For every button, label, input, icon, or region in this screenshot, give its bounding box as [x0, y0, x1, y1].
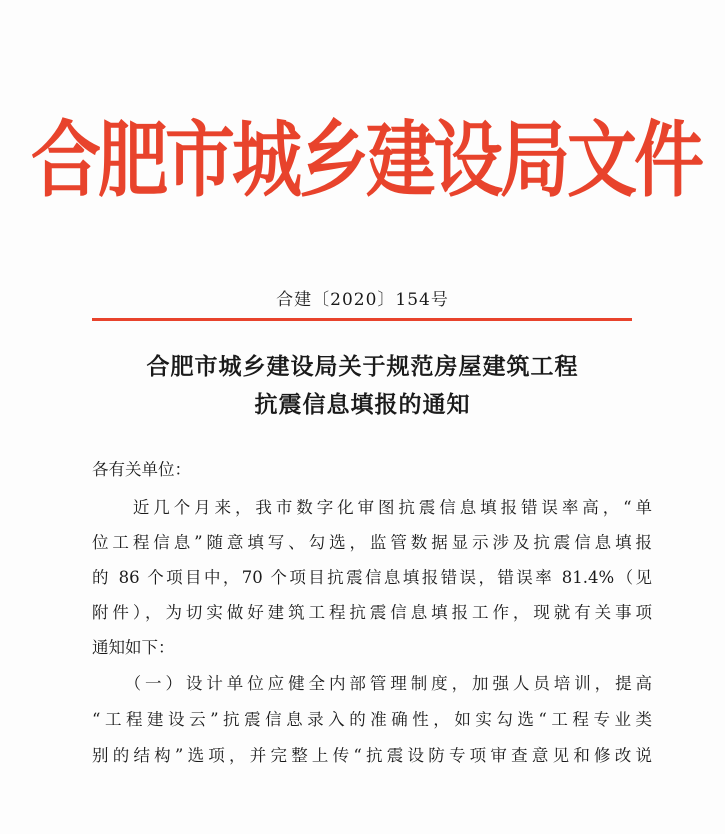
- body-paragraph-line: 的 86 个项目中，70 个项目抗震信息填报错误，错误率 81.4%（见: [92, 568, 652, 587]
- notice-title-line-1: 合肥市城乡建设局关于规范房屋建筑工程: [146, 353, 579, 380]
- body-paragraph-line: （一）设计单位应健全内部管理制度，加强人员培训，提高: [92, 674, 652, 693]
- notice-title-line-2: 抗震信息填报的通知: [254, 391, 471, 418]
- red-divider-line: [92, 318, 632, 321]
- body-paragraph-line: 附件），为切实做好建筑工程抗震信息填报工作，现就有关事项: [92, 603, 652, 622]
- body-paragraph-line: 近几个月来，我市数字化审图抗震信息填报错误率高，“单: [92, 498, 652, 517]
- masthead-title: 合肥市城乡建设局文件: [31, 111, 701, 208]
- body-paragraph-line: 别的结构”选项，并完整上传“抗震设防专项审查意见和修改说: [92, 746, 652, 765]
- body-paragraph-line: 位工程信息”随意填写、勾选，监管数据显示涉及抗震信息填报: [92, 533, 652, 552]
- salutation: 各有关单位：: [92, 460, 191, 479]
- body-paragraph-line: 通知如下：: [92, 638, 175, 657]
- document-number: 合建〔2020〕154号: [276, 290, 449, 310]
- body-paragraph-line: “工程建设云”抗震信息录入的准确性，如实勾选“工程专业类: [92, 710, 652, 729]
